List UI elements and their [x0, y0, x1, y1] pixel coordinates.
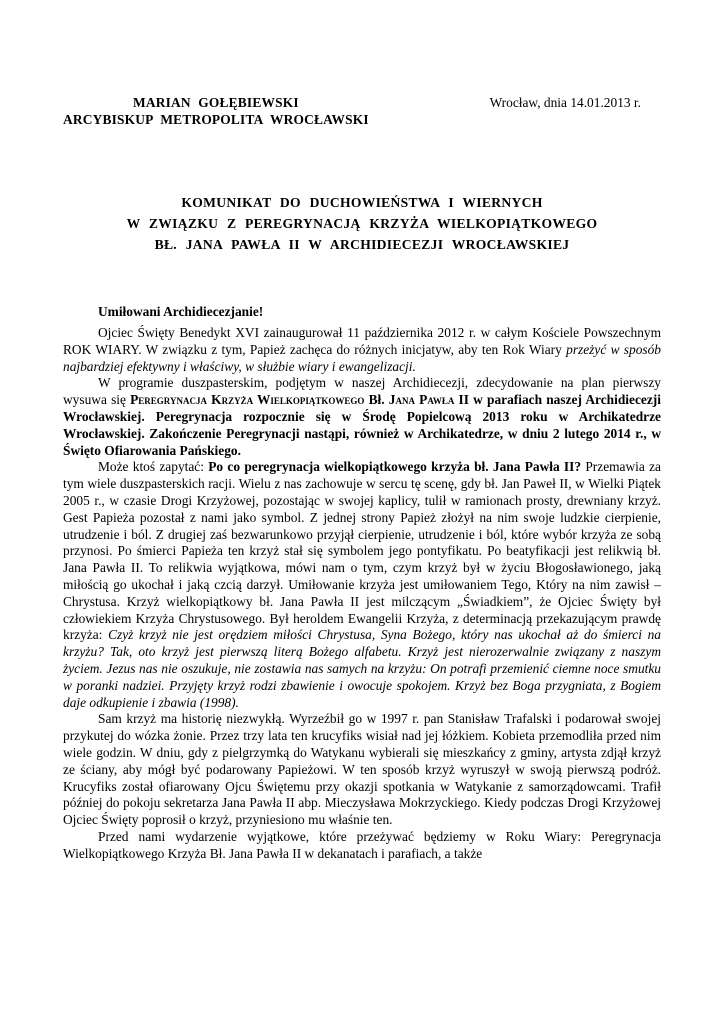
- text-run: Jana Pawła: [388, 392, 455, 408]
- title-line: KOMUNIKAT DO DUCHOWIEŃSTWA I WIERNYCH: [181, 195, 543, 210]
- text-run: Może ktoś zapytać:: [98, 459, 209, 475]
- text-run: W programie duszpasterskim, podjętym w naszej Archidiecezji, zdecydowanie na plan pierwszy wysuwa się: [63, 375, 661, 408]
- text-run: Sam krzyż ma historię niezwykłą. Wyrzeźbił go w 1997 r. pan Stanisław Trafalski i podarował swojej przykutej do wózka żonie. Przez trzy lata ten krucyfiks wisiał nad jej łóżkiem. Kobieta przemodliła przed nim wiele godzin. W dniu, gdy z pielgrzymką do Watykanu wybierali się mieszkańcy z gminy, artysta zdjął krzyż ze ściany, aby mógł być podarowany Papieżowi. W ten sposób krzyż wyruszył w swoją pierwszą podróż. Krucyfiks został ofiarowany Ojcu Świętemu przy okazji spotkania w Watykanie z samorządowcami. Trafił później do pokoju sekretarza Jana Pawła II abp. Mieczysława Mokrzyckiego. Kiedy podczas Drogi Krzyżowej Ojciec Święty poprosił o krzyż, przyniesiono mu właśnie ten.: [63, 711, 661, 828]
- text-run: przeżyć w sposób najbardziej efektywny i właściwy, w służbie wiary i ewangelizacji.: [63, 341, 662, 374]
- paragraph-po-co-peregrynacja: [63, 459, 661, 711]
- author-block: [63, 94, 369, 128]
- letterhead: [63, 94, 661, 128]
- text-run: Przed nami wydarzenie wyjątkowe, które przeżywać będziemy w Roku Wiary: Peregrynacja Wielkopiątkowego Krzyża Bł. Jana Pawła II w dekanatach i parafiach, a także: [63, 828, 661, 861]
- text-run: Czyż krzyż nie jest orędziem miłości Chrystusa, Syna Bożego, który nas ukochał aż do śmierci na krzyżu? Tak, oto krzyż jest pierwszą literą Bożego alfabetu. Krzyż jest nierozerwalnie związany z naszym życiem. Jezus nas nie oszukuje, nie zostawia nas samych na krzyżu: On potrafi przemienić ciemne noce smutku w poranki nadziei. Przyjęty krzyż rodzi zbawienie i owocuje spokojem. Krzyż bez Boga przygniata, z Bogiem daje odkupienie i zbawia (1998).: [63, 627, 661, 710]
- document-title: [63, 192, 661, 255]
- text-run: Ojciec Święty Benedykt XVI zainaugurował 11 października 2012 r. w całym Kościele Powszechnym ROK WIARY. W związku z tym, Papież zachęca do różnych inicjatyw, aby ten Rok Wiary: [63, 325, 661, 357]
- author-title: ARCYBISKUP METROPOLITA WROCŁAWSKI: [63, 112, 369, 127]
- salutation: Umiłowani Archidiecezjanie!: [98, 304, 264, 319]
- paragraph-program-duszpasterski: [63, 375, 661, 459]
- title-line: BŁ. JANA PAWŁA II W ARCHIDIECEZJI WROCŁAWSKIEJ: [154, 237, 570, 252]
- paragraph-rok-wiary: [63, 325, 661, 375]
- place-date: Wrocław, dnia 14.01.2013 r.: [489, 95, 641, 110]
- document-body: [63, 325, 661, 863]
- text-run: Po co peregrynacja wielkopiątkowego krzyża bł. Jana Pawła II?: [208, 459, 582, 475]
- title-line: W ZWIĄZKU Z PEREGRYNACJĄ KRZYŻA WIELKOPIĄTKOWEGO: [126, 216, 598, 231]
- paragraph-przed-nami: [63, 829, 661, 863]
- text-run: Przemawia za tym wiele duszpasterskich racji. Wielu z nas zachowuje w sercu tę scenę, gdy bł. Jan Paweł II, w Wielki Piątek 2005 r., w czasie Drogi Krzyżowej, pozostając w swojej kaplicy, tulił w ramionach prosty, drewniany krzyż. Gest Papieża pozostał z nami jako symbol. Z jednej strony Papież złożył na nim swoje ludzkie cierpienie, utrudzenie i ból. Z drugiej zaś bezwarunkowo przyjął cierpienie, utrudzenie i ból, które wybór krzyża ze sobą przynosi. Po śmierci Papieża ten krzyż stał się symbolem jego pontyfikatu. Po beatyfikacji jest relikwią bł. Jana Pawła II. To relikwia wyjątkowa, mówi nam o tym, czym krzyż był w życiu Błogosławionego, jaką miłością go ukochał i jaką czcią darzył. Umiłowanie krzyża jest umiłowaniem Tego, Który na nim zawisł – Chrystusa. Krzyż wielkopiątkowy bł. Jana Pawła II jest milczącym „Świadkiem”, że Ojciec Święty był człowiekiem Krzyża Chrystusowego. Był heroldem Ewangelii Krzyża, z determinacją przekazującym prawdę krzyża:: [63, 459, 661, 643]
- text-run: Peregrynacja Krzyża Wielkopiątkowego: [130, 392, 365, 408]
- paragraph-historia-krzyza: [63, 711, 661, 829]
- author-name: MARIAN GOŁĘBIEWSKI: [133, 95, 299, 110]
- text-run: Bł.: [364, 392, 389, 408]
- text-run: II w parafiach naszej Archidiecezji Wrocławskiej. Peregrynacja rozpocznie się w Środę Popielcową 2013 roku w Archikatedrze Wrocławskiej. Zakończenie Peregrynacji nastąpi, również w Archikatedrze, w dniu 2 lutego 2014 r., w Święto Ofiarowania Pańskiego.: [63, 392, 661, 458]
